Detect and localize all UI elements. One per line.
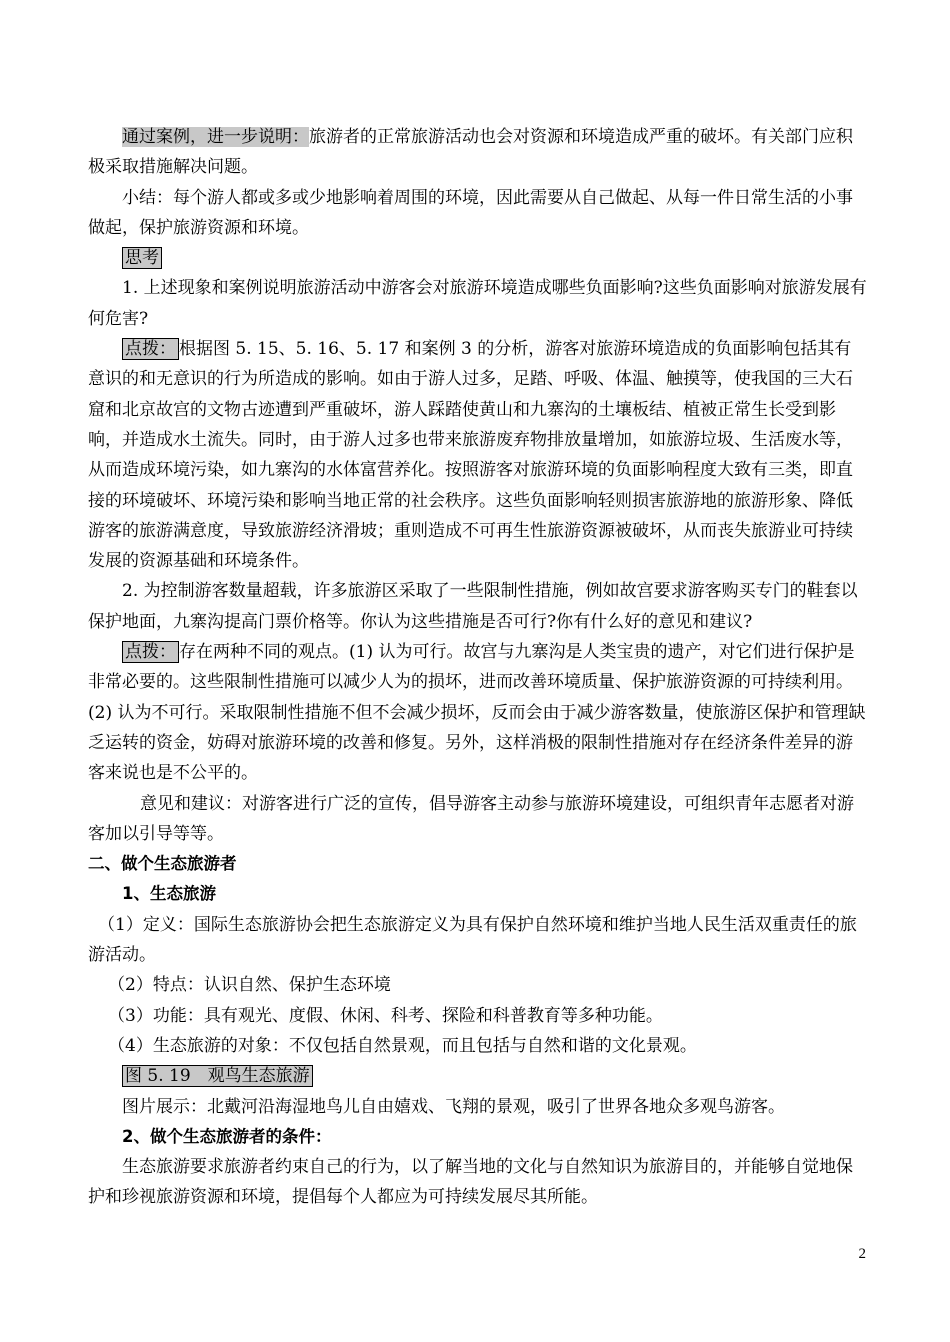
figure-caption-line	[88, 1061, 868, 1091]
summary-paragraph: 小结：每个游人都或多或少地影响着周围的环境，因此需要从自己做起、从每一件日常生活的小事做起，保护旅游资源和环境。	[88, 187, 853, 238]
think-heading	[88, 243, 868, 273]
functions-paragraph: （3）功能：具有观光、度假、休闲、科考、探险和科普教育等多种功能。	[108, 1005, 663, 1026]
answer-2-paragraph	[88, 637, 868, 788]
hint-label-box: 点拨：	[122, 338, 179, 360]
answer-2-text: 存在两种不同的观点。(1) 认为可行。故宫与九寨沟是人类宝贵的遗产，对它们进行保护是非常必要的。这些限制性措施可以减少人为的损坏，进而改善环境质量、保护旅游资源的可持续利用。(2) 认为不可行。采取限制性措施不但不会减少损坏，反而会由于减少游客数量，使旅游区保护和管理缺乏运转的资金，妨碍对旅游环境的改善和修复。另外，这样消极的限制性措施对存在经济条件差异的游客来说也是不公平的。	[88, 642, 866, 784]
think-label-box: 思考	[122, 247, 162, 269]
question-1: 1. 上述现象和案例说明旅游活动中游客会对旅游环境造成哪些负面影响?这些负面影响对旅游发展有何危害?	[88, 278, 867, 329]
case-lead-highlight: 通过案例，进一步说明：	[122, 127, 309, 147]
definition-paragraph: （1）定义：国际生态旅游协会把生态旅游定义为具有保护自然环境和维护当地人民生活双重责任的旅游活动。	[88, 914, 857, 966]
section-2-heading: 二、做个生态旅游者	[88, 854, 237, 874]
conditions-paragraph: 生态旅游要求旅游者约束自己的行为，以了解当地的文化与自然知识为旅游目的，并能够自觉地保护和珍视旅游资源和环境，提倡每个人都应为可持续发展尽其所能。	[88, 1157, 853, 1208]
answer-1-text: 根据图 5. 15、5. 16、5. 17 和案例 3 的分析，游客对旅游环境造成的负面影响包括其有意识的和无意识的行为所造成的影响。如由于游人过多，足踏、呼吸、体温、触摸等，使我国的三大石窟和北京故宫的文物古迹遭到严重破坏，游人踩踏使黄山和九寨沟的土壤板结、植被正常生长受到影响，并造成水土流失。同时，由于游人过多也带来旅游废弃物排放量增加，如旅游垃圾、生活废水等，从而造成环境污染，如九寨沟的水体富营养化。按照游客对旅游环境的负面影响程度大致有三类，即直接的环境破坏、环境污染和影响当地正常的社会秩序。这些负面影响轻则损害旅游地的旅游形象、降低游客的旅游满意度，导致旅游经济滑坡；重则造成不可再生性旅游资源被破坏，从而丧失旅游业可持续发展的资源基础和环境条件。	[88, 339, 853, 572]
hint-label-box: 点拨：	[122, 641, 179, 663]
case-explanation-paragraph	[88, 122, 868, 183]
features-paragraph: （2）特点：认识自然、保护生态环境	[108, 975, 391, 996]
figure-description: 图片展示：北戴河沿海湿地鸟儿自由嬉戏、飞翔的景观，吸引了世界各地众多观鸟游客。	[122, 1096, 785, 1117]
suggestion-paragraph: 意见和建议：对游客进行广泛的宣传，倡导游客主动参与旅游环境建设，可组织青年志愿者对游客加以引导等等。	[88, 793, 854, 844]
figure-label-box: 图 5. 19 观鸟生态旅游	[122, 1065, 313, 1087]
question-2: 2. 为控制游客数量超载，许多旅游区采取了一些限制性措施，例如故宫要求游客购买专门的鞋套以保护地面，九寨沟提高门票价格等。你认为这些措施是否可行?你有什么好的意见和建议?	[88, 581, 858, 632]
subsection-eco-tourism-heading: 1、生态旅游	[122, 884, 216, 904]
objects-paragraph: （4）生态旅游的对象：不仅包括自然景观，而且包括与自然和谐的文化景观。	[108, 1035, 697, 1056]
case-explanation-text: 旅游者的正常旅游活动也会对资源和环境造成严重的破坏。有关部门应积极采取措施解决问题。	[88, 127, 853, 178]
document-body	[88, 122, 868, 1213]
page-number: 2	[858, 1246, 866, 1262]
answer-1-paragraph	[88, 334, 868, 576]
subsection-conditions-heading: 2、做个生态旅游者的条件：	[122, 1126, 332, 1146]
